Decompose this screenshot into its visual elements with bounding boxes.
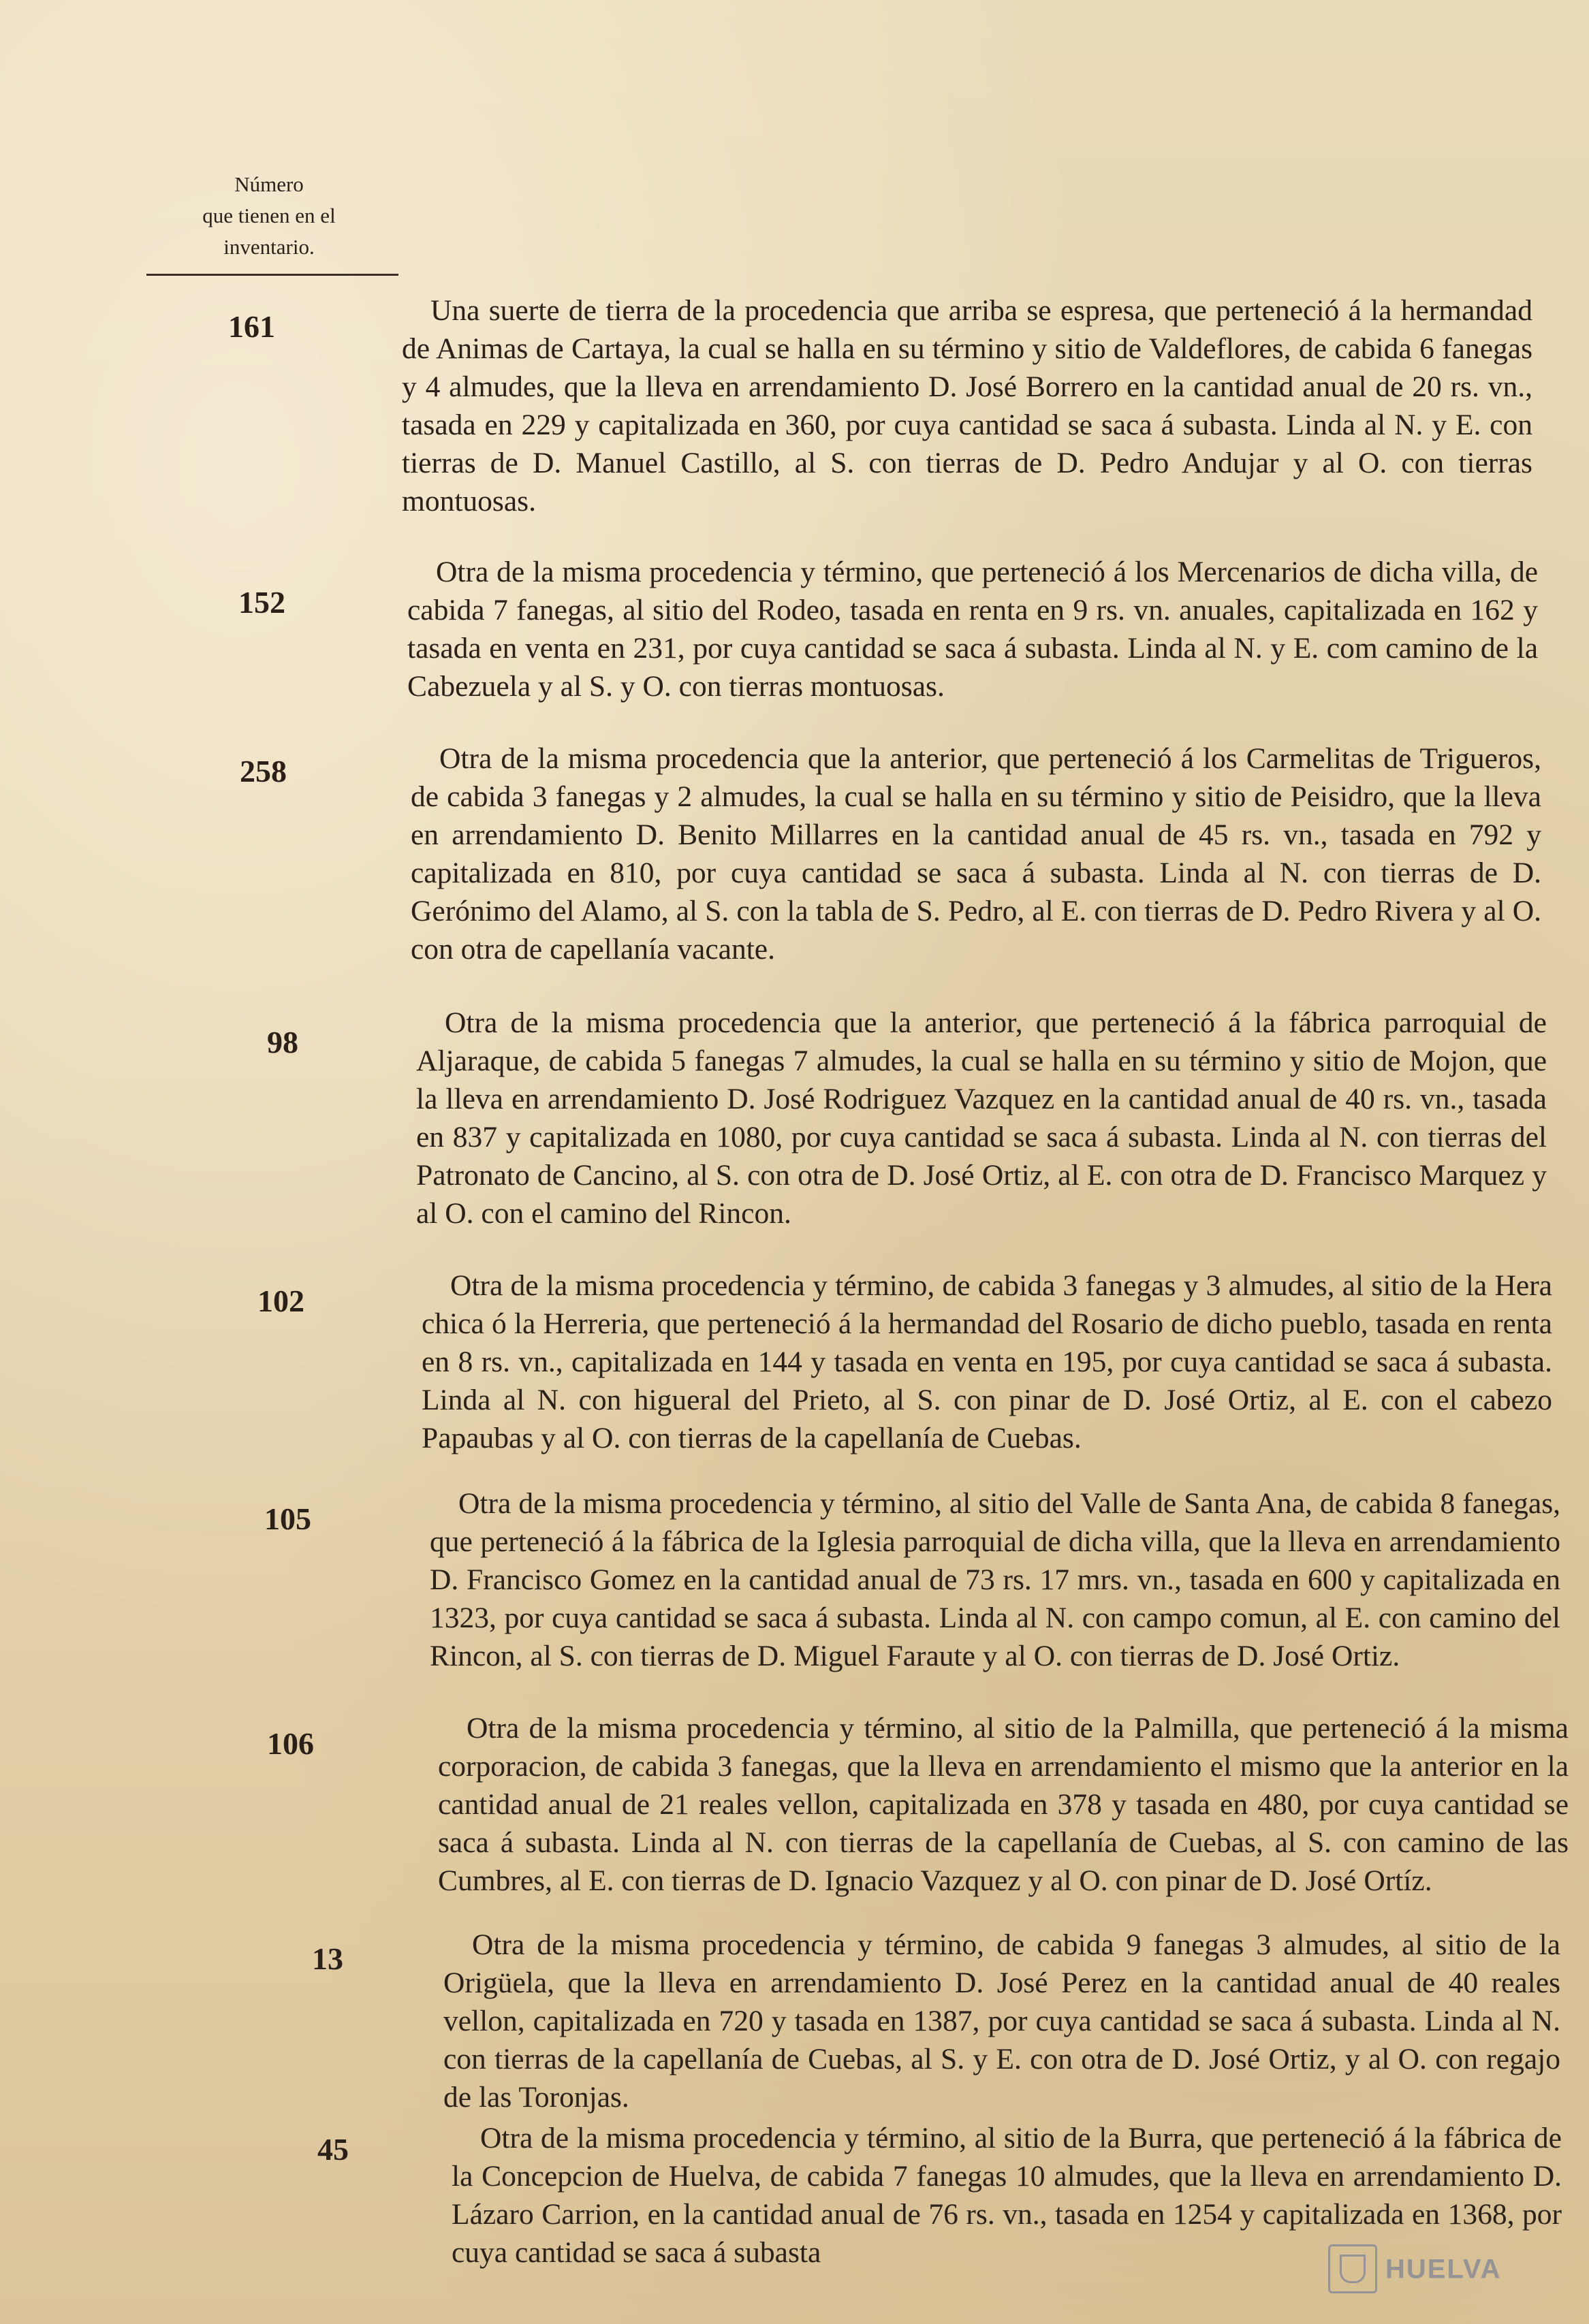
inventory-number: 161 [228, 309, 275, 344]
inventory-number: 106 [267, 1726, 314, 1761]
inventory-number: 258 [240, 754, 287, 789]
entry-text: Otra de la misma procedencia y término, de cabida 9 fanegas 3 almudes, al sitio de la Origüela, que la lleva en arrendamiento D. José Perez en la cantidad anual de 40 reales vellon, capitalizada en 720 y tasada en 1387, por cuya cantidad se saca á subasta. Linda al N. con tierras de la capellanía de Cuebas, al S. y E. con otra de D. José Ortiz, y al O. con regajo de las Toronjas. [443, 1928, 1560, 2114]
entry-text: Otra de la misma procedencia y término, de cabida 3 fanegas y 3 almudes, al sitio de la Hera chica ó la Herreria, que perteneció á la hermandad del Rosario de dicho pueblo, tasada en renta en 8 rs. vn., capitalizada en 144 y tasada en venta en 195, por cuya cantidad se saca á subasta. Linda al N. con higueral del Prieto, al S. con pinar de D. José Ortiz, al E. con el cabezo Papaubas y al O. con tierras de la capellanía de Cuebas. [422, 1269, 1552, 1454]
entry-text: Otra de la misma procedencia que la anterior, que perteneció á la fábrica parroquial de Aljaraque, de cabida 5 fanegas 7 almudes, la cual se halla en su término y sitio de Mojon, que la lleva en arrendamiento D. José Rodriguez Vazquez en la cantidad anual de 40 rs. vn., tasada en 837 y capitalizada en 1080, por cuya cantidad se saca á subasta. Linda al N. con tierras del Patronato de Cancino, al S. con otra de D. José Ortiz, al E. con otra de D. Francisco Marquez y al O. con el camino del Rincon. [416, 1006, 1547, 1230]
inventory-number: 105 [264, 1501, 311, 1536]
header-rule [146, 274, 398, 276]
entry-text: Una suerte de tierra de la procedencia que arriba se espresa, que perteneció á la hermandad de Animas de Cartaya, la cual se halla en su término y sitio de Valdeflores, de cabida 6 fanegas y 4 almudes, que la lleva en arrendamiento D. José Borrero en la cantidad anual de 20 rs. vn., tasada en 229 y capitalizada en 360, por cuya cantidad se saca á subasta. Linda al N. y E. con tierras de D. Manuel Castillo, al S. con tierras de D. Pedro Andujar y al O. con tierras montuosas. [402, 294, 1532, 518]
inventory-number: 102 [257, 1284, 304, 1318]
inventory-number: 152 [238, 585, 285, 620]
header-line: que tienen en el [202, 204, 336, 227]
inventory-number: 98 [267, 1025, 298, 1060]
entry-text: Otra de la misma procedencia y término, que perteneció á los Mercenarios de dicha villa, de cabida 7 fanegas, al sitio del Rodeo, tasada en renta en 9 rs. vn. anuales, capitalizada en 162 y tasada en venta en 231, por cuya cantidad se saca á subasta. Linda al N. y E. com camino de la Cabezuela y al S. y O. con tierras montuosas. [407, 556, 1538, 703]
entry-text: Otra de la misma procedencia y término, al sitio de la Burra, que perteneció á la fábrica de la Concepcion de Huelva, de cabida 7 fanegas 10 almudes, que la lleva en arrendamiento D. Lázaro Carrion, en la cantidad anual de 76 rs. vn., tasada en 1254 y capitalizada en 1368, por cuya cantidad se saca á subasta [452, 2122, 1562, 2269]
archive-stamp [1328, 2240, 1553, 2295]
entry-text: Otra de la misma procedencia y término, al sitio del Valle de Santa Ana, de cabida 8 fanegas, que perteneció á la fábrica de la Iglesia parroquial de dicha villa, que la lleva en arrendamiento D. Francisco Gomez en la cantidad anual de 73 rs. 17 mrs. vn., tasada en 600 y capitalizada en 1323, por cuya cantidad se saca á subasta. Linda al N. con campo comun, al E. con camino del Rincon, al S. con tierras de D. Miguel Faraute y al O. con tierras de D. José Ortiz. [430, 1487, 1560, 1672]
entry-text: Otra de la misma procedencia y término, al sitio de la Palmilla, que perteneció á la misma corporacion, de cabida 3 fanegas, que la lleva en arrendamiento el mismo que la anterior en la cantidad anual de 21 reales vellon, capitalizada en 378 y tasada en 480, por cuya cantidad se saca á subasta. Linda al N. con tierras de la capellanía de Cuebas, al S. con camino de las Cumbres, al E. con tierras de D. Ignacio Vazquez y al O. con pinar de D. José Ortíz. [438, 1712, 1569, 1897]
inventory-number: 45 [317, 2132, 349, 2167]
shield-icon [1328, 2244, 1377, 2293]
inventory-number: 13 [312, 1941, 343, 1976]
stamp-label: HUELVA [1385, 2254, 1502, 2285]
inventory-number-column-header [143, 169, 395, 263]
header-line: Número [234, 172, 304, 196]
header-line: inventario. [223, 235, 315, 259]
entry-text: Otra de la misma procedencia que la anterior, que perteneció á los Carmelitas de Trigueros, de cabida 3 fanegas y 2 almudes, la cual se halla en su término y sitio de Peisidro, que la lleva en arrendamiento D. Benito Millarres en la cantidad anual de 45 rs. vn., tasada en 792 y capitalizada en 810, por cuya cantidad se saca á subasta. Linda al N. con tierras de D. Gerónimo del Alamo, al S. con la tabla de S. Pedro, al E. con tierras de D. Pedro Rivera y al O. con otra de capellanía vacante. [411, 742, 1541, 966]
